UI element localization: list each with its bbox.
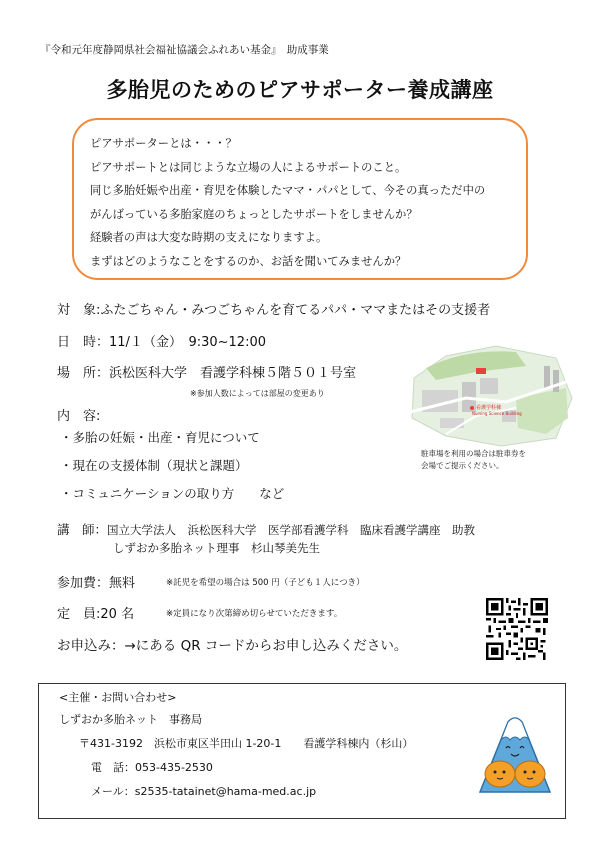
capacity-value: 20 名 [100, 607, 135, 622]
place-row [57, 362, 356, 381]
map-caption [421, 448, 526, 472]
place-value: 浜松医科大学 看護学科棟５階５０１号室 [109, 366, 357, 381]
capacity-row [57, 603, 134, 622]
fee-value: 無料 [109, 576, 136, 591]
intro-box [72, 118, 528, 280]
intro-line: 経験者の声は大変な時期の支えになりますよ。 [90, 231, 328, 245]
intro-line: 同じ多胎妊娠や出産・育児を体験したママ・パパとして、今その真っただ中の [90, 184, 486, 198]
place-label: 場 所： [57, 366, 110, 381]
apply-text: お申込み：→にある QR コードからお申し込みください。 [57, 638, 408, 654]
map-caption-line: 駐車場を利用の場合は駐車券を [421, 449, 526, 458]
fee-label: 参加費： [57, 576, 110, 591]
contact-email[interactable]: メール：s2535-tatainet@hama-med.ac.jp [91, 785, 317, 798]
date-row [57, 331, 266, 350]
contact-org: しずおか多胎ネット 事務局 [59, 713, 202, 726]
capacity-label: 定 員: [57, 607, 101, 622]
page-title: 多胎児のためのピアサポーター養成講座 [106, 78, 494, 102]
fee-note: ※託児を希望の場合は 500 円（子ども１人につき） [166, 578, 365, 588]
map-marker-sub: Nursing Science Building [472, 411, 522, 416]
date-value: 11/１（金） 9:30~12:00 [109, 335, 266, 350]
mascot-illustration [470, 712, 560, 802]
map-marker-label: 看護学科棟 [476, 405, 502, 411]
contact-heading: <主催・お問い合わせ> [59, 691, 177, 704]
content-item: ・コミュニケーションの取り方 など [60, 486, 285, 501]
fee-row [57, 572, 135, 591]
content-label: 内 容: [57, 409, 101, 424]
lecturer-row [57, 520, 475, 538]
intro-line: まずはどのようなことをするのか、お話を聞いてみませんか？ [90, 254, 407, 268]
campus-map [406, 338, 576, 450]
content-item: ・多胎の妊娠・出産・育児について [60, 430, 260, 445]
qr-code[interactable] [486, 598, 548, 660]
fund-line: 『令和元年度静岡県社会福祉協議会ふれあい基金』 助成事業 [40, 44, 329, 56]
target-row [57, 299, 490, 318]
intro-line: がんばっている多胎家庭のちょっとしたサポートをしませんか？ [90, 207, 418, 221]
lecturer-line2: しずおか多胎ネット理事 杉山琴美先生 [113, 541, 320, 555]
lecturer-line1: 国立大学法人 浜松医科大学 医学部看護学科 臨床看護学講座 助教 [107, 523, 476, 537]
intro-line: ピアサポーターとは・・・？ [90, 137, 237, 150]
target-label: 対 象: [57, 303, 101, 318]
contact-address: 〒431-3192 浜松市東区半田山 1-20-1 看護学科棟内（杉山） [79, 737, 414, 750]
lecturer-label: 講 師： [57, 522, 108, 537]
contact-phone: 電 話：053-435-2530 [91, 761, 213, 774]
map-caption-line: 会場でご提示ください。 [421, 461, 504, 470]
date-label: 日 時： [57, 335, 110, 350]
capacity-note: ※定員になり次第締め切らせていただきます。 [166, 609, 343, 619]
target-value: ふたごちゃん・みつごちゃんを育てるパパ・ママまたはその支援者 [100, 303, 491, 318]
place-note: ※参加人数によっては部屋の変更あり [190, 389, 325, 398]
intro-line: ピアサポートとは同じような立場の人によるサポートのこと。 [90, 160, 407, 174]
content-item: ・現在の支援体制（現状と課題） [60, 458, 248, 473]
